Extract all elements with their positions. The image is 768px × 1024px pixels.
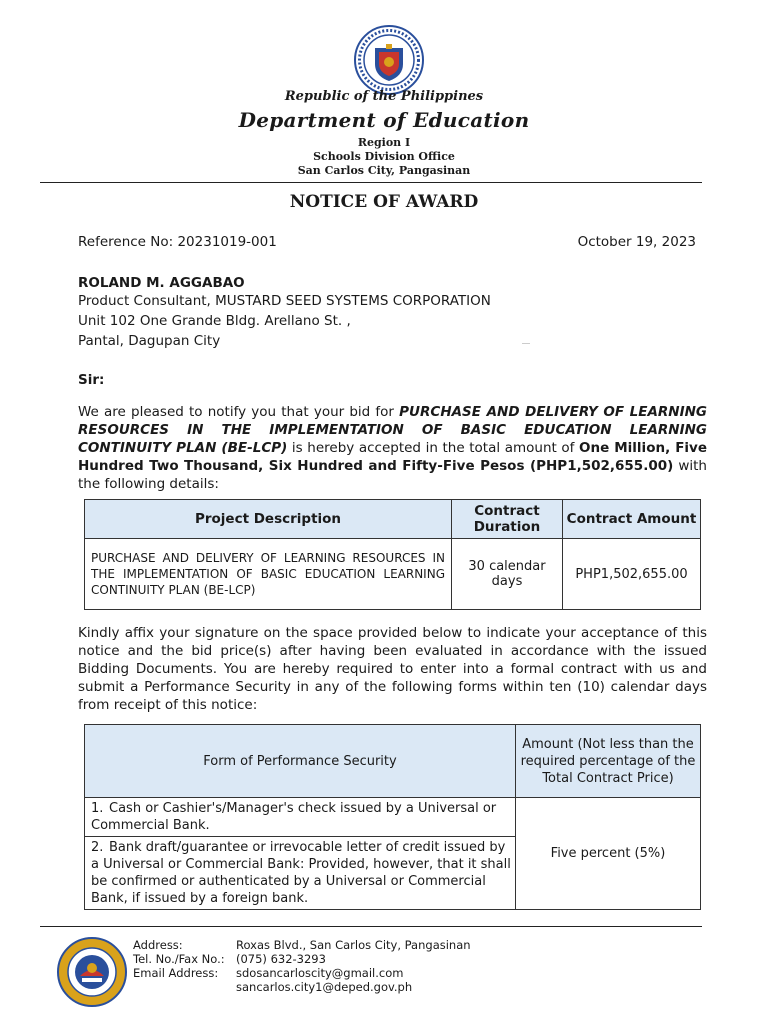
security-item-2 <box>85 837 516 910</box>
item-text: Bank draft/guarantee or irrevocable letter of credit issued by a Universal or Commercial Bank: Provided, however, that it shall be confirmed or authenticated by a Universal or Commercial Bank, if issued by a foreign bank. <box>91 840 511 906</box>
footer-email-2[interactable]: sancarlos.city1@deped.gov.ph <box>236 980 413 994</box>
document-date: October 19, 2023 <box>577 234 696 250</box>
header-project-description: Project Description <box>85 500 452 539</box>
recipient-name: ROLAND M. AGGABAO <box>78 275 245 291</box>
salutation: Sir: <box>78 372 105 388</box>
footer-email-1[interactable]: sdosancarloscity@gmail.com <box>236 966 404 980</box>
performance-security-table <box>84 724 701 910</box>
award-text-a: We are pleased to notify you that your bid for <box>78 404 400 420</box>
project-description-cell: PURCHASE AND DELIVERY OF LEARNING RESOURCES IN THE IMPLEMENTATION OF BASIC EDUCATION LEARNING CONTINUITY PLAN (BE-LCP) <box>85 539 452 610</box>
city-line: San Carlos City, Pangasinan <box>297 164 471 177</box>
office-line: Schools Division Office <box>313 150 455 163</box>
header-contract-amount: Contract Amount <box>563 500 701 539</box>
recipient-position: Product Consultant, MUSTARD SEED SYSTEMS CORPORATION <box>78 293 491 309</box>
region-line: Region I <box>357 136 411 149</box>
security-amount-cell: Five percent (5%) <box>516 798 701 910</box>
award-text-c: with the following details: <box>78 458 707 492</box>
item-number: 1. <box>91 801 104 816</box>
project-title: PURCHASE AND DELIVERY OF LEARNING RESOURCES IN THE IMPLEMENTATION OF BASIC EDUCATION LEARNING CONTINUITY PLAN (BE-LCP) <box>78 404 707 456</box>
reference-number: Reference No: 20231019-001 <box>78 234 277 250</box>
footer-email-label: Email Address: <box>133 966 219 980</box>
contract-amount-cell: PHP1,502,655.00 <box>563 539 701 610</box>
header-form-of-security: Form of Performance Security <box>85 725 516 798</box>
table-row <box>85 798 701 837</box>
scan-mark <box>522 343 530 344</box>
award-text-b: is hereby accepted in the total amount of <box>287 440 579 456</box>
header-divider <box>40 182 702 183</box>
security-item-1 <box>85 798 516 837</box>
footer-address-label: Address: <box>133 938 183 952</box>
footer-tel-label: Tel. No./Fax No.: <box>133 952 225 966</box>
project-details-table <box>84 499 701 610</box>
header-contract-duration: Contract Duration <box>452 500 563 539</box>
division-seal-icon <box>56 936 128 1008</box>
award-paragraph <box>78 403 707 493</box>
award-amount: One Million, Five Hundred Two Thousand, Six Hundred and Fifty-Five Pesos (PHP1,502,655.00) <box>78 440 708 474</box>
footer-divider <box>40 926 702 927</box>
document-title: NOTICE OF AWARD <box>289 192 479 212</box>
deped-seal-icon <box>353 24 425 96</box>
item-number: 2. <box>91 840 104 855</box>
instructions-paragraph: Kindly affix your signature on the space provided below to indicate your acceptance of this notice and the bid price(s) after having been evaluated in accordance with the issued Bidding Documents. You are hereby required to enter into a formal contract with us and submit a Performance Security in any of the following forms within ten (10) calendar days from receipt of this notice: <box>78 625 707 713</box>
department-name: Department of Education <box>238 108 530 132</box>
recipient-address-line2: Pantal, Dagupan City <box>78 333 221 349</box>
header-amount: Amount (Not less than the required percentage of the Total Contract Price) <box>516 725 701 798</box>
footer-tel: (075) 632-3293 <box>236 952 326 966</box>
table-row <box>85 539 701 610</box>
item-text: Cash or Cashier's/Manager's check issued by a Universal or Commercial Bank. <box>91 801 497 833</box>
footer-address: Roxas Blvd., San Carlos City, Pangasinan <box>236 938 471 952</box>
recipient-address-line1: Unit 102 One Grande Bldg. Arellano St. , <box>78 313 351 329</box>
contract-duration-cell: 30 calendar days <box>452 539 563 610</box>
republic-line: Republic of the Philippines <box>284 89 484 104</box>
